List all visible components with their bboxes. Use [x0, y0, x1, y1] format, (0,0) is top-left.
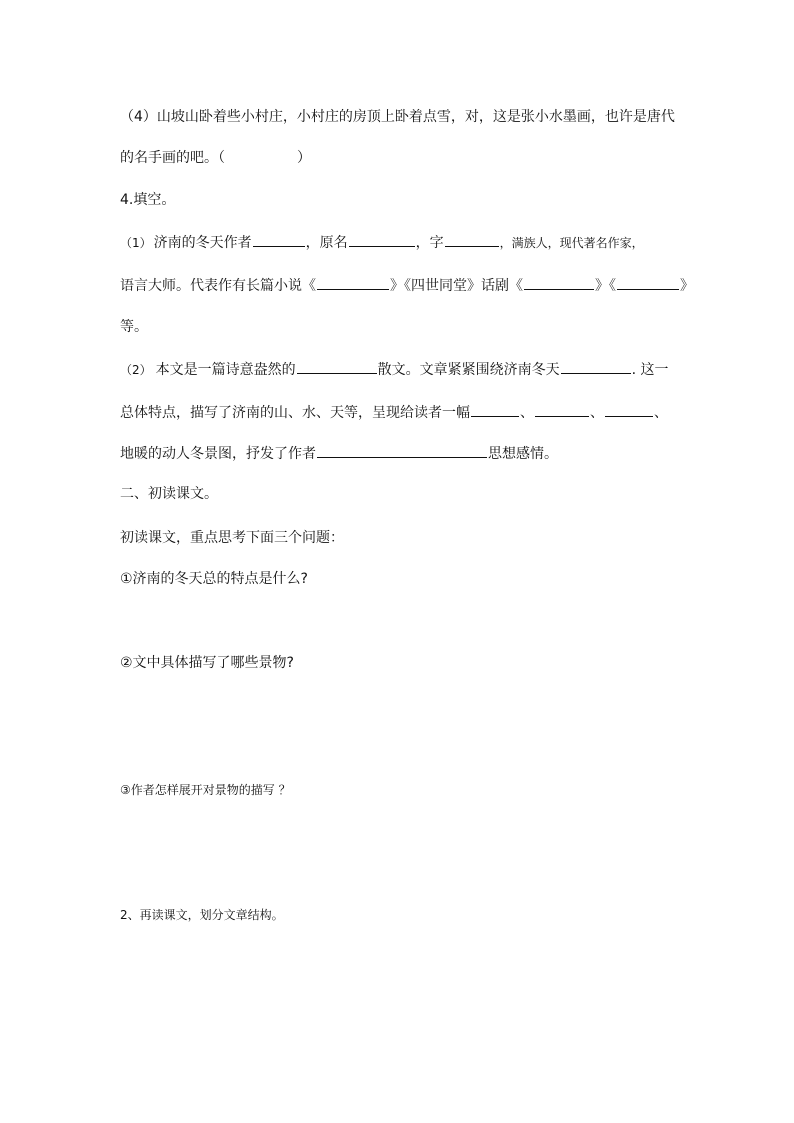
section-4-heading — [120, 190, 175, 210]
reading-question-1-text: ①济南的冬天总的特点是什么? — [120, 571, 308, 587]
fill-1-line1 — [120, 232, 644, 253]
fill-2-text-b: 散文。文章紧紧围绕济南冬天 — [377, 362, 560, 378]
section-2-intro — [120, 528, 344, 548]
fill-1-text-g: 》《 — [595, 278, 616, 294]
blank-novel[interactable] — [317, 275, 389, 290]
question-3-4-suffix: ） — [297, 150, 311, 166]
reading-question-3 — [120, 780, 291, 800]
question-3-4-text: （4）山坡山卧着些小村庄，小村庄的房顶上卧着点雪，对，这是张小水墨画，也许是唐代 — [120, 109, 675, 125]
fill-1-text-i: 等。 — [120, 319, 148, 335]
blank-original-name[interactable] — [349, 232, 415, 247]
fill-1-text-h: 》 — [680, 278, 694, 294]
blank-feature[interactable] — [561, 359, 631, 374]
question-3-4-line1 — [120, 107, 675, 127]
first-reading-heading: 二、初读课文。 — [120, 486, 218, 502]
blank-drama-1[interactable] — [524, 275, 594, 290]
fill-1-text-c: ，字 — [415, 235, 444, 251]
fill-1-text-e: 语言大师。代表作有长篇小说《 — [120, 278, 316, 294]
fill-1-text-b: ，原名 — [305, 235, 348, 251]
fill-2-number: （2） — [120, 363, 152, 377]
reread-task-text: 2、再读课文，划分文章结构。 — [120, 908, 284, 922]
blank-genre[interactable] — [297, 359, 377, 374]
blank-author[interactable] — [253, 232, 305, 247]
blank-scene-1[interactable] — [471, 402, 519, 417]
fill-1-line2 — [120, 275, 694, 296]
first-reading-intro: 初读课文，重点思考下面三个问题： — [120, 530, 344, 546]
reading-question-2-text: ②文中具体描写了哪些景物? — [120, 655, 294, 671]
fill-1-text-a: 济南的冬天作者 — [153, 235, 252, 251]
fill-1-number: （1） — [120, 236, 152, 250]
fill-2-line3 — [120, 443, 558, 464]
fill-1-text-d: ，满族人，现代著名作家， — [499, 236, 644, 250]
fill-2-text-h: 地暖的动人冬景图，抒发了作者 — [120, 446, 316, 462]
fill-2-line1 — [120, 359, 669, 380]
blank-scene-3[interactable] — [605, 402, 653, 417]
fill-2-text-a: 本文是一篇诗意盎然的 — [155, 362, 296, 378]
reading-question-1 — [120, 569, 308, 589]
blank-courtesy-name[interactable] — [445, 232, 499, 247]
question-3-4-line2 — [120, 148, 311, 168]
reading-question-2 — [120, 653, 294, 673]
fill-1-text-f: 》《四世同堂》话剧《 — [390, 278, 523, 294]
blank-emotion[interactable] — [317, 443, 487, 458]
question-3-4-prefix: 的名手画的吧。（ — [120, 150, 225, 166]
reading-question-3-text: ③作者怎样展开对景物的描写 ？ — [120, 783, 291, 797]
section-2-heading — [120, 484, 218, 504]
fill-1-line3 — [120, 317, 148, 337]
fill-2-text-d: 总体特点，描写了济南的山、水、天等，呈现给读者一幅 — [120, 405, 470, 421]
reread-task — [120, 905, 284, 925]
fill-2-text-f: 、 — [590, 405, 604, 421]
blank-scene-2[interactable] — [535, 402, 589, 417]
fill-2-text-g: 、 — [654, 405, 668, 421]
fill-2-line2 — [120, 402, 668, 423]
fill-2-text-i: 思想感情。 — [488, 446, 558, 462]
fill-2-text-e: 、 — [520, 405, 534, 421]
fill-in-heading: 4.填空。 — [120, 192, 176, 208]
blank-drama-2[interactable] — [617, 275, 679, 290]
fill-2-text-c: . 这一 — [631, 362, 669, 378]
